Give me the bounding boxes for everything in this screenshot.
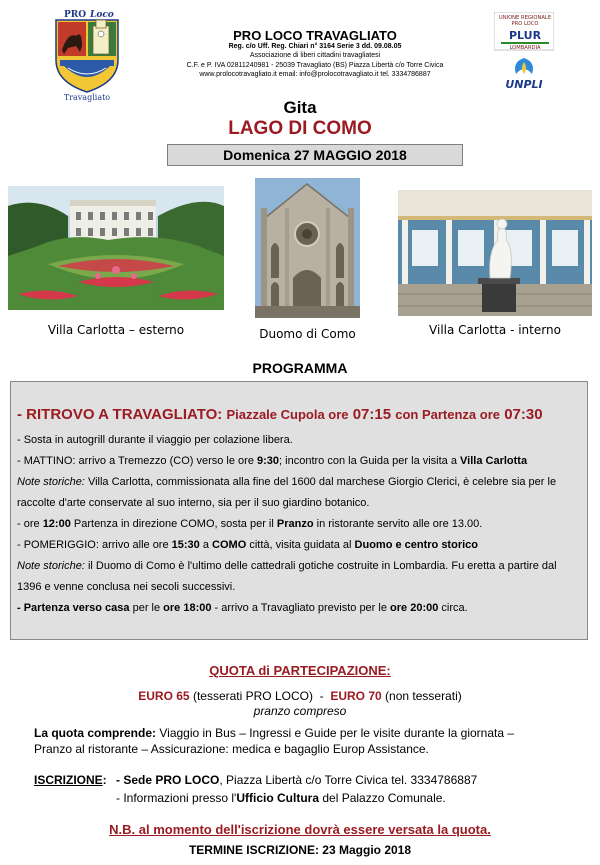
villa-carlotta-exterior-photo [8,186,224,310]
logo-unpli: UNPLI [505,78,543,91]
registration-info: - Informazioni presso l'Ufficio Cultura del Palazzo Comunale. [116,791,446,805]
price-non-members: EURO 70 [330,689,382,703]
logo-text-loco: Loco [90,10,114,20]
logo-pro-loco: PRO LOCO [511,21,539,27]
event-date: Domenica 27 MAGGIO 2018 [167,144,463,166]
program-line-pomeriggio: - POMERIGGIO: arrivo alle ore 15:30 a COMO città, visita guidata al Duomo e centro storico [17,539,478,551]
registration-label: ISCRIZIONE: [34,773,107,787]
price-members: EURO 65 [138,689,190,703]
program-note-duomo-cont: 1396 e venne conclusa nei secoli successivi. [17,581,236,593]
program-note-duomo: Note storiche: il Duomo di Como è l'ultimo delle cattedrali gotiche costruite in Lombardia. Fu eretta a partire dal [17,560,557,572]
program-line-autogrill: - Sosta in autogrill durante il viaggio per colazione libera. [17,434,293,446]
logo-text-travagliato: Travagliato [63,93,111,102]
logo-text-pro: PRO [64,10,87,20]
unione-pro-loco-lombardia-logo [494,12,554,96]
org-contacts: www.prolocotravagliato.it email: info@prolocotravagliato.it tel. 3334786887 [199,71,431,78]
org-address: C.F. e P. IVA 02811240981 - 25039 Travagliato (BS) Piazza Libertà c/o Torre Civica [186,62,444,69]
quota-includes: La quota comprende: Viaggio in Bus – Ingressi e Guide per le visite durante la giornata – [34,726,515,740]
photo-caption-duomo: Duomo di Como [259,327,356,341]
program-line-pranzo: - ore 12:00 Partenza in direzione COMO, sosta per il Pranzo in ristorante servito alle ore 13.00. [17,518,483,530]
program-note-villa: Note storiche: Villa Carlotta, commissionata alla fine del 1600 dal marchese Giorgio Clerici, è celebre sia per le [17,476,557,488]
logo-lombardia: LOMBARDIA [509,45,541,51]
event-name: LAGO DI COMO [228,118,372,139]
quota-includes-cont: Pranzo al ristorante – Assicurazione: medica e bagaglio Europ Assistance. [34,742,429,756]
quota-heading: QUOTA di PARTECIPAZIONE: [209,663,391,678]
duomo-di-como-photo [255,178,360,318]
program-meeting-line: - RITROVO A TRAVAGLIATO: Piazzale Cupola ore 07:15 con Partenza ore 07:30 [17,406,543,423]
logo-unione-regionale: UNIONE REGIONALE [498,15,552,21]
photo-caption-villa-interno: Villa Carlotta - interno [429,323,561,337]
quota-prices: EURO 65 (tesserati PRO LOCO) - EURO 70 (non tesserati) [138,689,462,703]
program-note-villa-cont: raccolte d'arte conservate al suo interno, sia per il suo giardino botanico. [17,497,370,509]
org-association: Associazione di liberi cittadini travagliatesi [249,52,381,59]
event-type: Gita [283,98,317,117]
logo-plur: PLUR [508,29,542,42]
payment-note: N.B. al momento dell'iscrizione dovrà essere versata la quota. [109,822,491,837]
program-line-mattino: - MATTINO: arrivo a Tremezzo (CO) verso le ore 9:30; incontro con la Guida per la visita a Villa Carlotta [17,455,528,467]
program-line-rientro: - Partenza verso casa per le ore 18:00 - arrivo a Travagliato previsto per le ore 20:00 circa. [17,602,468,614]
registration-deadline: TERMINE ISCRIZIONE: 23 Maggio 2018 [188,843,412,857]
org-registration: Reg. c/o Uff. Reg. Chiari n° 3164 Serie 3 dd. 09.08.05 [228,43,402,50]
meeting-label: - RITROVO A TRAVAGLIATO: [17,406,223,423]
photo-caption-villa-esterno: Villa Carlotta – esterno [47,323,185,337]
quota-lunch-included: pranzo compreso [253,704,347,718]
program-heading: PROGRAMMA [252,360,348,376]
villa-carlotta-interior-photo [398,190,592,316]
org-title: PRO LOCO TRAVAGLIATO [233,28,397,43]
registration-office: - Sede PRO LOCO, Piazza Libertà c/o Torre Civica tel. 3334786887 [116,773,478,787]
pro-loco-logo [50,6,124,102]
